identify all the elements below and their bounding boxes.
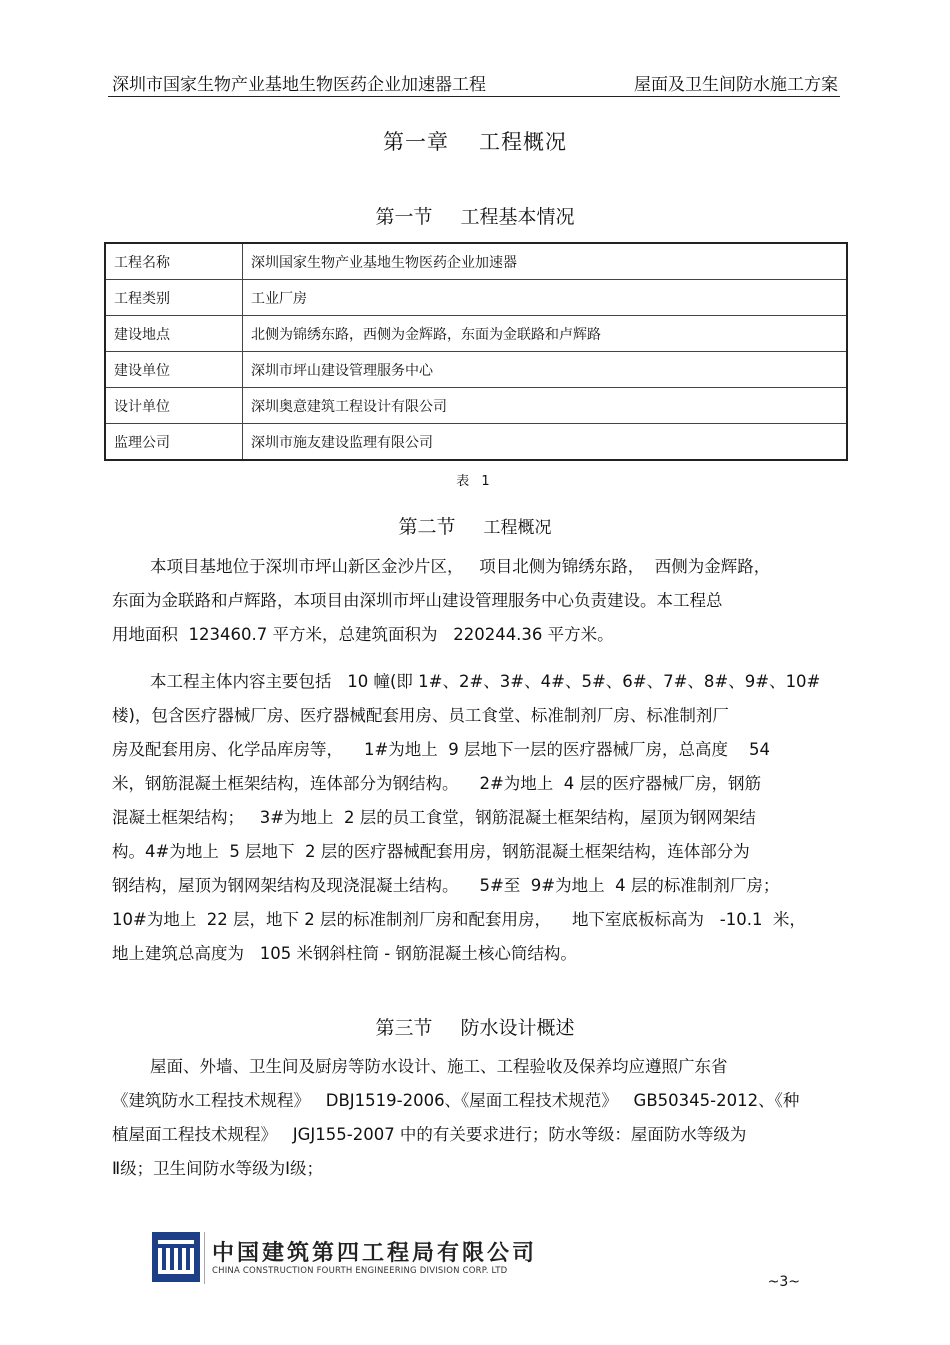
table-row: [105, 388, 847, 424]
page-number: ~3~: [767, 1274, 800, 1290]
table-row: [105, 316, 847, 352]
project-info-table: [104, 242, 848, 461]
table-row: [105, 243, 847, 280]
section-1-number: 第一节: [375, 206, 433, 228]
header-divider: [108, 96, 840, 97]
table-cell-label: 建设地点: [105, 316, 243, 352]
table-cell-label: 工程名称: [105, 243, 243, 280]
paragraph-line: 《建筑防水工程技术规程》 DBJ1519-2006、《屋面工程技术规范》 GB50345-2012、《种: [112, 1091, 800, 1110]
paragraph-line: 屋面、外墙、卫生间及厨房等防水设计、施工、工程验收及保养均应遵照广东省: [150, 1057, 728, 1076]
chapter-heading: [0, 126, 950, 156]
paragraph-line: 10#为地上 22 层，地下 2 层的标准制剂厂房和配套用房， 地下室底板标高为 -10.1 米，: [112, 910, 806, 929]
table-row: [105, 280, 847, 316]
paragraph-line: 混凝土框架结构； 3#为地上 2 层的员工食堂，钢筋混凝土框架结构，屋顶为钢网架结: [112, 808, 756, 827]
section-3-title: 防水设计概述: [460, 1017, 575, 1039]
table-caption: 表 1: [456, 474, 494, 489]
chapter-title: 工程概况: [479, 130, 567, 154]
table-row: [105, 352, 847, 388]
overview-paragraph-2: [112, 665, 828, 971]
company-name-en: CHINA CONSTRUCTION FOURTH ENGINEERING DIVISION CORP. LTD: [212, 1266, 508, 1276]
overview-paragraph-1: [112, 550, 828, 652]
paragraph-line: 植屋面工程技术规程》 JGJ155-2007 中的有关要求进行；防水等级：屋面防水等级为: [112, 1125, 747, 1144]
paragraph-line: Ⅱ级；卫生间防水等级为Ⅰ级；: [112, 1159, 323, 1178]
table-cell-value: 深圳奥意建筑工程设计有限公司: [243, 388, 848, 424]
cscec-logo-icon: [152, 1232, 200, 1282]
section-2-heading: [0, 512, 950, 539]
section-1-title: 工程基本情况: [460, 206, 575, 228]
table-cell-label: 工程类别: [105, 280, 243, 316]
company-name-cn: 中国建筑第四工程局有限公司: [212, 1241, 538, 1266]
section-1-heading: [0, 202, 950, 229]
section-3-heading: [0, 1013, 950, 1040]
section-2-title: 工程概况: [483, 518, 552, 538]
company-logo: [152, 1232, 538, 1284]
paragraph-line: 构。4#为地上 5 层地下 2 层的医疗器械配套用房，钢筋混凝土框架结构，连体部分为: [112, 842, 750, 861]
paragraph-line: 钢结构，屋顶为钢网架结构及现浇混凝土结构。 5#至 9#为地上 4 层的标准制剂厂房；: [112, 876, 780, 895]
paragraph-line: 用地面积 123460.7 平方米，总建筑面积为 220244.36 平方米。: [112, 625, 614, 644]
table-row: [105, 424, 847, 461]
paragraph-line: 本工程主体内容主要包括 10 幢(即 1#、2#、3#、4#、5#、6#、7#、8#、9#、10#: [150, 672, 821, 691]
paragraph-line: 地上建筑总高度为 105 米钢斜柱筒 - 钢筋混凝土核心筒结构。: [112, 944, 577, 963]
table-cell-value: 深圳国家生物产业基地生物医药企业加速器: [243, 243, 848, 280]
paragraph-line: 本项目基地位于深圳市坪山新区金沙片区， 项目北侧为锦绣东路， 西侧为金辉路，: [150, 557, 771, 576]
paragraph-line: 米，钢筋混凝土框架结构，连体部分为钢结构。 2#为地上 4 层的医疗器械厂房，钢筋: [112, 774, 762, 793]
table-cell-value: 深圳市坪山建设管理服务中心: [243, 352, 848, 388]
table-cell-value: 工业厂房: [243, 280, 848, 316]
paragraph-line: 房及配套用房、化学品库房等， 1#为地上 9 层地下一层的医疗器械厂房，总高度 54: [112, 740, 771, 759]
logo-divider: [204, 1232, 205, 1284]
table-cell-value: 北侧为锦绣东路，西侧为金辉路，东面为金联路和卢辉路: [243, 316, 848, 352]
chapter-number: 第一章: [383, 130, 449, 154]
section-2-number: 第二节: [398, 516, 456, 538]
header-document-title: 屋面及卫生间防水施工方案: [634, 75, 838, 95]
table-cell-label: 设计单位: [105, 388, 243, 424]
paragraph-line: 楼)，包含医疗器械厂房、医疗器械配套用房、员工食堂、标准制剂厂房、标准制剂厂: [112, 706, 729, 725]
table-cell-value: 深圳市施友建设监理有限公司: [243, 424, 848, 461]
table-cell-label: 建设单位: [105, 352, 243, 388]
table-cell-label: 监理公司: [105, 424, 243, 461]
paragraph-line: 东面为金联路和卢辉路，本项目由深圳市坪山建设管理服务中心负责建设。本工程总: [112, 591, 723, 610]
header-project-name: 深圳市国家生物产业基地生物医药企业加速器工程: [112, 75, 486, 95]
waterproof-paragraph: [112, 1050, 828, 1186]
section-3-number: 第三节: [375, 1017, 433, 1039]
